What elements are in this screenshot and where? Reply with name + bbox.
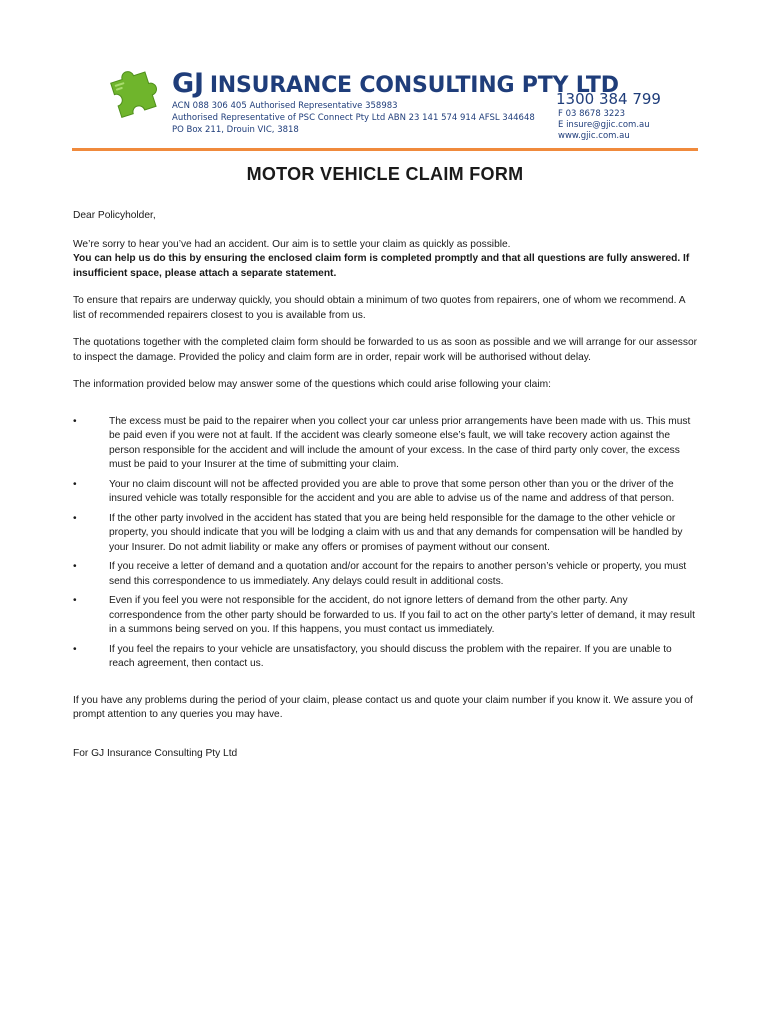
list-item — [73, 478, 699, 507]
list-item — [73, 643, 699, 672]
intro-text: We’re sorry to hear you’ve had an accident. Our aim is to settle your claim as quickly as possible. — [73, 238, 511, 250]
quotes-paragraph: To ensure that repairs are underway quickly, you should obtain a minimum of two quotes from repairers, one of whom we recommend. A list of recommended repairers closest to you is available from us. — [73, 295, 685, 321]
acn-line: ACN 088 306 405 Authorised Representative 358983 — [172, 101, 398, 111]
header-divider — [72, 148, 698, 151]
bullet-icon: • — [73, 512, 77, 524]
letter-body — [73, 209, 699, 761]
email-address: E insure@gjic.com.au — [558, 120, 650, 130]
company-initials: GJ — [172, 68, 204, 99]
forward-paragraph: The quotations together with the completed claim form should be forwarded to us as soon as possible and we will arrange for our assessor to inspect the damage. Provided the policy and claim form are in order, repair work will be authorised without delay. — [73, 337, 698, 363]
greeting: Dear Policyholder, — [73, 210, 156, 221]
bullet-icon: • — [73, 643, 77, 655]
list-item-text: If the other party involved in the accident has stated that you are being held responsible for the damage to the other vehicle or property, you should indicate that you will be lodging a claim with us and that any demands for compensation will be handled by your Insurer. Do not admit liability or make any offers or promises of payment without our consent. — [109, 512, 683, 553]
list-item-text: Even if you feel you were not responsible for the accident, do not ignore letters of demand from the other party. Any correspondence from the other party should be forwarded to us. If you fail to act on the other party’s letter of demand, it may result in a summons being served on you. If this happens, you must contact us immediately. — [109, 595, 695, 635]
intro-bold-text: You can help us do this by ensuring the enclosed claim form is completed promptly and that all questions are fully answered. If insufficient space, please attach a separate statement. — [73, 253, 690, 279]
list-item-text: If you feel the repairs to your vehicle are unsatisfactory, you should discuss the problem with the repairer. If you are unable to reach agreement, then contact us. — [109, 643, 672, 669]
list-item-text: Your no claim discount will not be affected provided you are able to prove that some person other than you or the driver of the insured vehicle was totally responsible for the accident and you are able to advise us of the name and address of that person. — [109, 478, 675, 504]
bullet-icon: • — [73, 595, 77, 606]
fax-number: F 03 8678 3223 — [558, 109, 626, 119]
website-url: www.gjic.com.au — [558, 131, 630, 141]
signoff: For GJ Insurance Consulting Pty Ltd — [73, 747, 238, 759]
bullet-icon: • — [73, 415, 77, 427]
info-bullet-list — [73, 415, 699, 672]
problems-paragraph: If you have any problems during the period of your claim, please contact us and quote your claim number if you know it. We assure you of prompt attention to any queries you may have. — [73, 694, 693, 720]
bullet-icon: • — [73, 561, 77, 572]
list-item-text: The excess must be paid to the repairer when you collect your car unless prior arrangements have been made with us. This must be paid even if you were not at fault. If the accident was clearly someone else’s fault, we will take recovery action against the person responsible for the accident and will include the amount of your excess. In the case of third party only cover, the excess must be paid to your Insurer at the time of submitting your claim. — [109, 415, 691, 470]
list-item — [73, 512, 699, 556]
company-name-text: INSURANCE CONSULTING PTY LTD — [209, 73, 619, 98]
company-name — [172, 68, 619, 99]
puzzle-piece-logo-icon — [100, 60, 170, 120]
authorised-representative-line: Authorised Representative of PSC Connect Pty Ltd ABN 23 141 574 914 AFSL 344648 — [172, 113, 535, 123]
list-item — [73, 560, 699, 589]
page-title: MOTOR VEHICLE CLAIM FORM — [246, 164, 524, 184]
list-item-text: If you receive a letter of demand and a quotation and/or account for the repairs to another person’s vehicle or property, you must send this correspondence to us immediately. Any delays could result in additional costs. — [109, 561, 687, 587]
bullet-icon: • — [73, 478, 77, 490]
phone-number: 1300 384 799 — [556, 90, 661, 108]
list-item — [73, 594, 699, 638]
list-item — [73, 415, 699, 473]
info-paragraph: The information provided below may answer some of the questions which could arise following your claim: — [73, 379, 551, 390]
postal-address: PO Box 211, Drouin VIC, 3818 — [172, 125, 299, 135]
